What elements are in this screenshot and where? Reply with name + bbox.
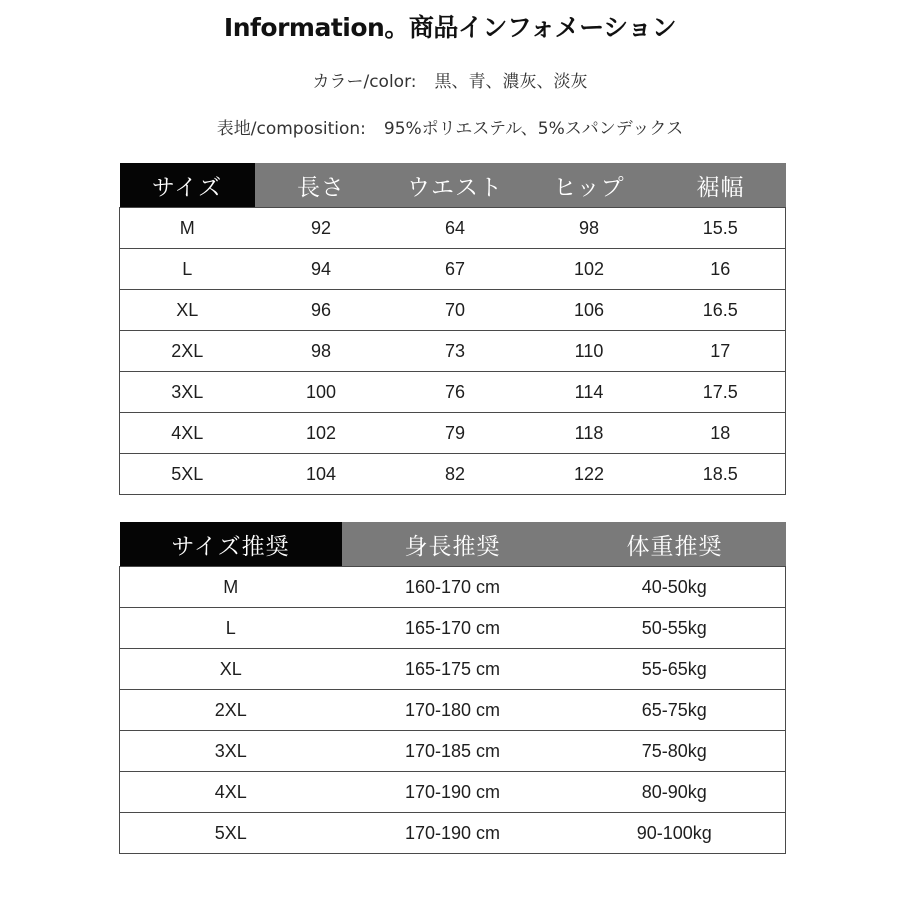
weight-cell: 75-80kg [564, 731, 786, 772]
length-cell: 104 [255, 454, 388, 495]
height-cell: 170-190 cm [342, 813, 564, 854]
size-cell: 2XL [120, 690, 342, 731]
height-cell: 170-190 cm [342, 772, 564, 813]
waist-cell: 67 [388, 249, 523, 290]
hem-cell: 17 [656, 331, 786, 372]
size-table-row [120, 413, 786, 454]
height-cell: 170-180 cm [342, 690, 564, 731]
size-cell: M [120, 208, 255, 249]
weight-cell: 90-100kg [564, 813, 786, 854]
size-cell: L [120, 249, 255, 290]
hem-cell: 16 [656, 249, 786, 290]
size-table-header-row [120, 163, 786, 208]
size-table-header-size: サイズ [120, 163, 255, 208]
waist-cell: 73 [388, 331, 523, 372]
composition-label: 表地/composition: [216, 119, 366, 139]
height-cell: 170-185 cm [342, 731, 564, 772]
length-cell: 100 [255, 372, 388, 413]
recommend-table-header-weight: 体重推奨 [564, 522, 786, 567]
hem-cell: 18 [656, 413, 786, 454]
weight-cell: 50-55kg [564, 608, 786, 649]
recommend-table-row [120, 649, 786, 690]
hem-cell: 15.5 [656, 208, 786, 249]
size-cell: 3XL [120, 731, 342, 772]
color-label: カラー/color: [312, 72, 417, 92]
waist-cell: 64 [388, 208, 523, 249]
hip-cell: 122 [523, 454, 656, 495]
length-cell: 98 [255, 331, 388, 372]
waist-cell: 70 [388, 290, 523, 331]
size-table-row [120, 454, 786, 495]
height-cell: 165-170 cm [342, 608, 564, 649]
hip-cell: 106 [523, 290, 656, 331]
composition-value: 95%ポリエステル、5%スパンデックス [383, 119, 684, 139]
hip-cell: 114 [523, 372, 656, 413]
size-cell: 3XL [120, 372, 255, 413]
recommend-table-row [120, 813, 786, 854]
size-cell: XL [120, 290, 255, 331]
size-table-header-length: 長さ [255, 163, 388, 208]
size-table-header-waist: ウエスト [388, 163, 523, 208]
hip-cell: 118 [523, 413, 656, 454]
size-table-header-hip: ヒップ [523, 163, 656, 208]
composition-info [0, 117, 900, 141]
size-cell: 5XL [120, 813, 342, 854]
size-cell: 4XL [120, 772, 342, 813]
size-cell: M [120, 567, 342, 608]
waist-cell: 79 [388, 413, 523, 454]
size-table-row [120, 290, 786, 331]
hip-cell: 102 [523, 249, 656, 290]
size-table-row [120, 208, 786, 249]
recommend-table [119, 522, 786, 854]
weight-cell: 65-75kg [564, 690, 786, 731]
recommend-table-row [120, 690, 786, 731]
recommend-table-row [120, 567, 786, 608]
size-table-row [120, 249, 786, 290]
color-value: 黒、青、濃灰、淡灰 [434, 72, 588, 92]
height-cell: 160-170 cm [342, 567, 564, 608]
recommend-table-header-size: サイズ推奨 [120, 522, 342, 567]
waist-cell: 82 [388, 454, 523, 495]
hem-cell: 17.5 [656, 372, 786, 413]
size-table-row [120, 372, 786, 413]
hip-cell: 110 [523, 331, 656, 372]
recommend-table-row [120, 731, 786, 772]
recommend-table-header-height: 身長推奨 [342, 522, 564, 567]
weight-cell: 55-65kg [564, 649, 786, 690]
hip-cell: 98 [523, 208, 656, 249]
hem-cell: 18.5 [656, 454, 786, 495]
size-cell: 5XL [120, 454, 255, 495]
size-cell: 2XL [120, 331, 255, 372]
size-table-header-hem: 裾幅 [656, 163, 786, 208]
waist-cell: 76 [388, 372, 523, 413]
recommend-table-row [120, 772, 786, 813]
recommend-table-row [120, 608, 786, 649]
page-title: Information。商品インフォメーション [223, 13, 677, 42]
color-info [0, 70, 900, 94]
size-table [119, 163, 786, 495]
length-cell: 96 [255, 290, 388, 331]
height-cell: 165-175 cm [342, 649, 564, 690]
size-cell: 4XL [120, 413, 255, 454]
weight-cell: 80-90kg [564, 772, 786, 813]
hem-cell: 16.5 [656, 290, 786, 331]
length-cell: 102 [255, 413, 388, 454]
length-cell: 92 [255, 208, 388, 249]
size-table-row [120, 331, 786, 372]
weight-cell: 40-50kg [564, 567, 786, 608]
size-cell: L [120, 608, 342, 649]
size-cell: XL [120, 649, 342, 690]
recommend-table-header-row [120, 522, 786, 567]
length-cell: 94 [255, 249, 388, 290]
